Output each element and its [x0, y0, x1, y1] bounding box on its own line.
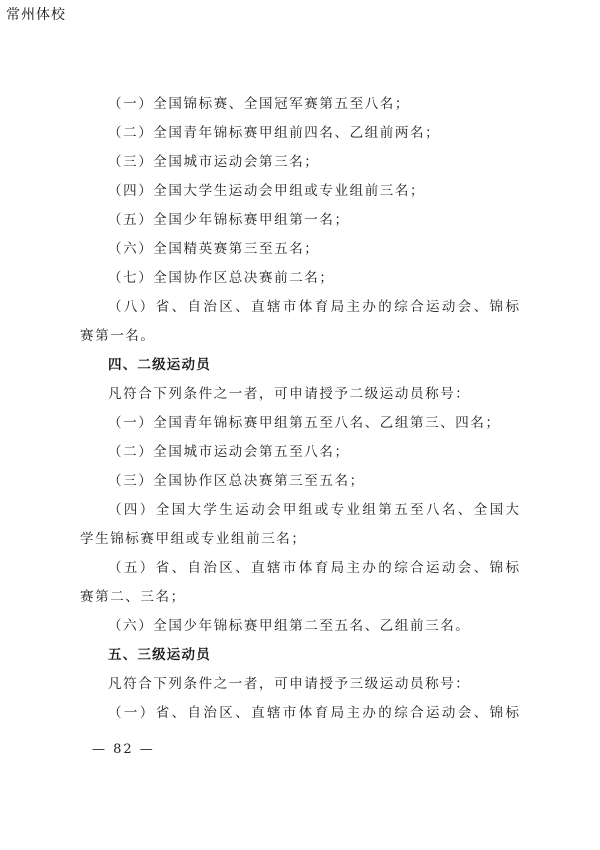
- list-item: （五）全国少年锦标赛甲组第一名；: [108, 212, 350, 228]
- list-item: （六）全国少年锦标赛甲组第二至五名、乙组前三名。: [108, 618, 471, 634]
- list-item: （二）全国城市运动会第五至八名；: [108, 444, 350, 460]
- list-item: （一）省、自治区、直辖市体育局主办的综合运动会、锦标: [108, 705, 522, 721]
- list-item: （四）全国大学生运动会甲组或专业组第五至八名、全国大: [108, 502, 522, 518]
- section-heading: 四、二级运动员: [108, 357, 211, 373]
- list-item: （六）全国精英赛第三至五名；: [108, 241, 320, 257]
- list-item-continuation: 学生锦标赛甲组或专业组前三名；: [80, 531, 307, 547]
- list-item: （八）省、自治区、直辖市体育局主办的综合运动会、锦标: [108, 299, 522, 315]
- document-body: [80, 90, 540, 728]
- list-item-continuation: 赛第二、三名；: [80, 589, 186, 605]
- list-item: （五）省、自治区、直辖市体育局主办的综合运动会、锦标: [108, 560, 522, 576]
- list-item: （一）全国青年锦标赛甲组第五至八名、乙组第三、四名；: [108, 415, 501, 431]
- section-heading: 五、三级运动员: [108, 647, 211, 663]
- list-item-continuation: 赛第一名。: [80, 328, 156, 344]
- list-item: （二）全国青年锦标赛甲组前四名、乙组前两名；: [108, 125, 441, 141]
- page-number: — 82 —: [92, 742, 155, 757]
- watermark-text: 常州体校: [6, 7, 66, 23]
- paragraph: 凡符合下列条件之一者，可申请授予二级运动员称号：: [108, 386, 471, 402]
- list-item: （三）全国城市运动会第三名；: [108, 154, 320, 170]
- list-item: （三）全国协作区总决赛第三至五名；: [108, 473, 365, 489]
- list-item: （七）全国协作区总决赛前二名；: [108, 270, 335, 286]
- list-item: （四）全国大学生运动会甲组或专业组前三名；: [108, 183, 426, 199]
- list-item: （一）全国锦标赛、全国冠军赛第五至八名；: [108, 96, 410, 112]
- paragraph: 凡符合下列条件之一者，可申请授予三级运动员称号：: [108, 676, 471, 692]
